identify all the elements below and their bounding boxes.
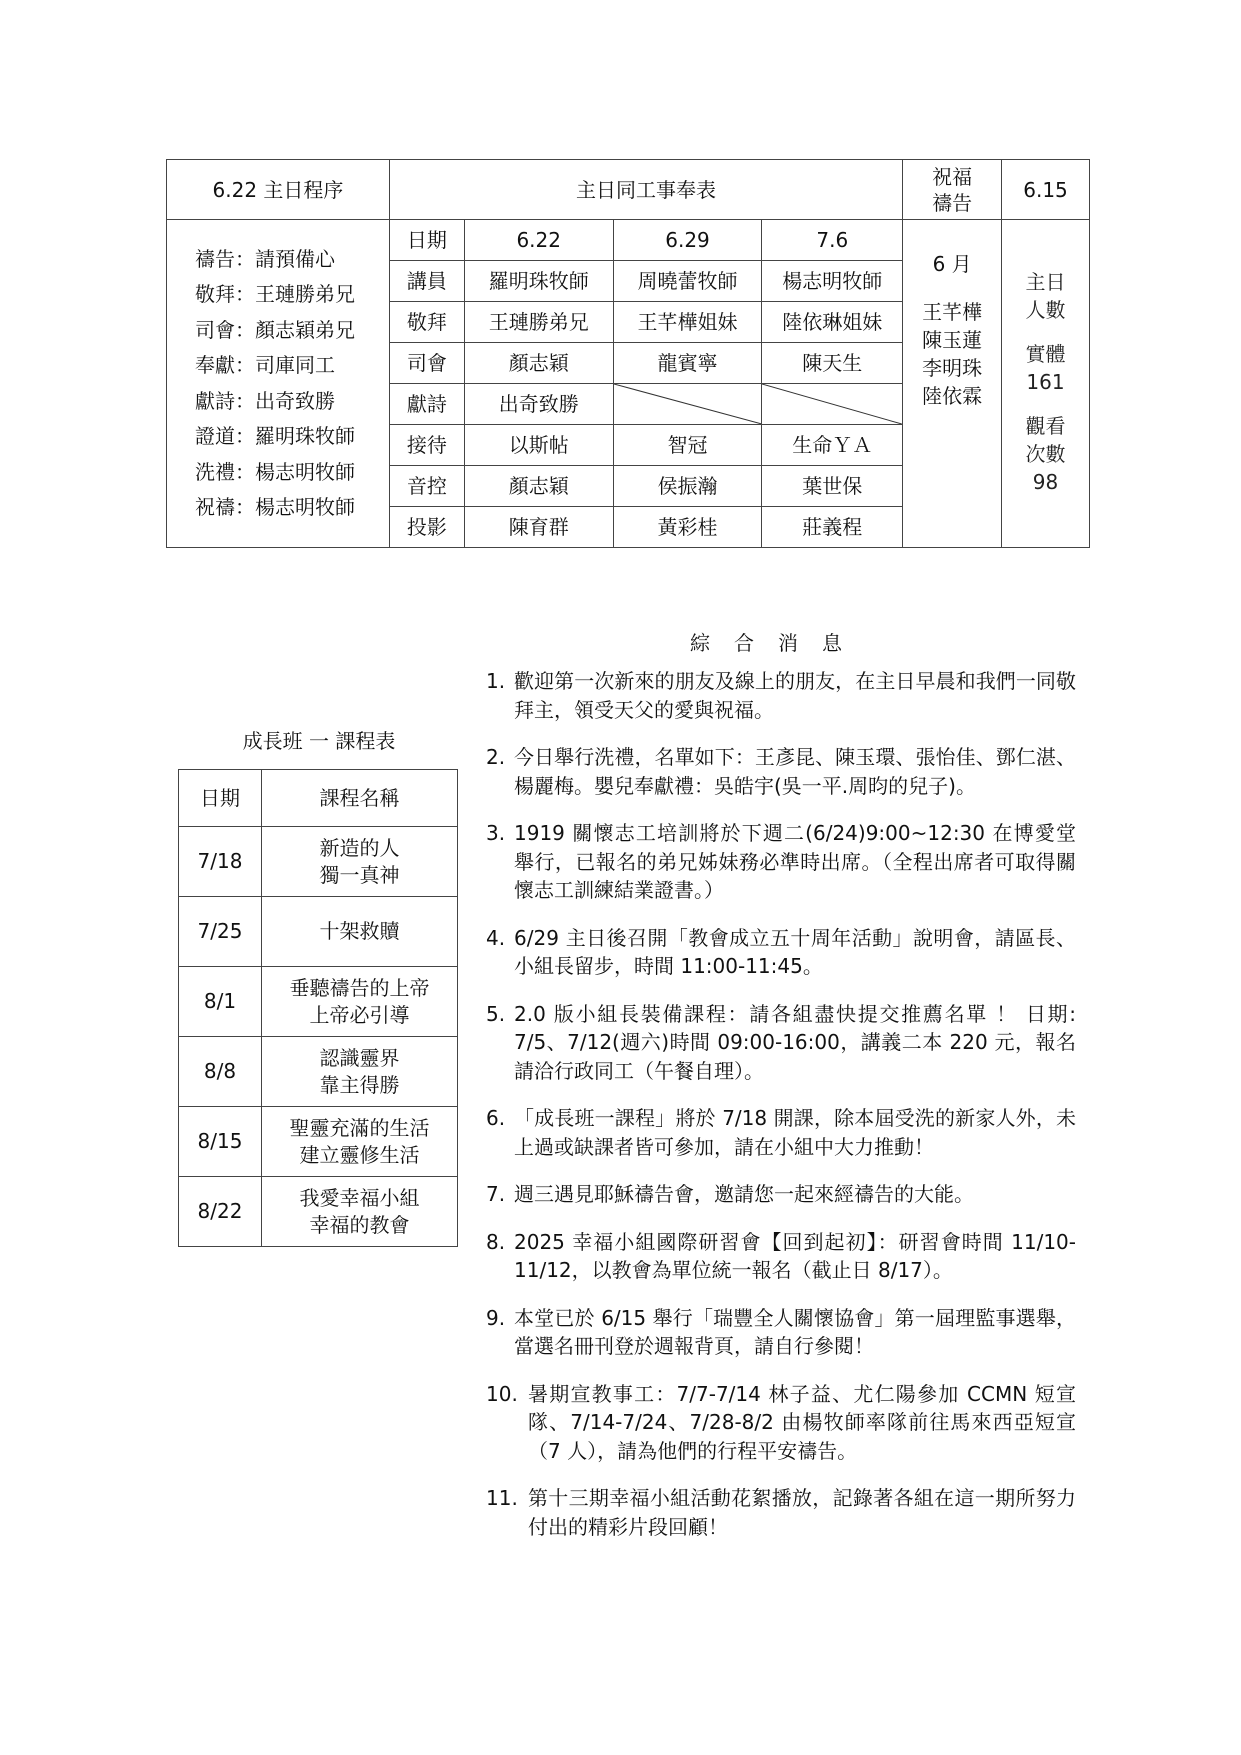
- roster-cell: 陸依琳姐妹: [762, 302, 903, 343]
- course-name: [262, 827, 458, 897]
- physical-value: 161: [1026, 370, 1065, 394]
- attendance-date: 6.15: [1002, 160, 1090, 220]
- course-date: 8/15: [179, 1107, 262, 1177]
- course-table: [178, 769, 458, 1247]
- roster-cell: 生命ＹＡ: [762, 425, 903, 466]
- course-name-line: 新造的人: [319, 835, 400, 860]
- news-number: 5.: [486, 1001, 506, 1026]
- course-name-line: 聖靈充滿的生活: [289, 1115, 430, 1140]
- news-text: 週三遇見耶穌禱告會，邀請您一起來經禱告的大能。: [514, 1182, 974, 1206]
- news-item: [486, 1380, 1076, 1466]
- course-name-line: 獨一真神: [319, 862, 400, 887]
- news-number: 6.: [486, 1106, 506, 1130]
- course-name: [262, 967, 458, 1037]
- news-number: 3.: [486, 821, 506, 845]
- prayer-name: 陳玉蓮: [922, 328, 983, 352]
- news-item: [486, 819, 1076, 905]
- news-number: 10.: [486, 1381, 518, 1406]
- prayer-title-line: 祝福: [932, 164, 973, 189]
- news-number: 1.: [486, 669, 506, 693]
- attendance-stats: [1002, 220, 1090, 548]
- program-item: 洗禮：楊志明牧師: [195, 459, 355, 484]
- course-header: 課程名稱: [262, 770, 458, 827]
- news-item: [486, 1180, 1076, 1209]
- program-item: 獻詩：出奇致勝: [195, 388, 335, 413]
- prayer-name: 李明珠: [922, 356, 983, 380]
- course-date: 8/8: [179, 1037, 262, 1107]
- program-item: 證道：羅明珠牧師: [195, 424, 355, 448]
- roster-role: 投影: [389, 507, 464, 548]
- roster-cell: 葉世保: [762, 466, 903, 507]
- news-item: [486, 924, 1076, 981]
- course-row: [179, 827, 458, 897]
- roster-date: 6.29: [613, 220, 762, 261]
- prayer-title-line: 禱告: [932, 190, 973, 215]
- roster-cell: 顏志穎: [464, 343, 613, 384]
- news-title: 綜合消息: [690, 631, 866, 655]
- roster-cell: 王璉勝弟兄: [464, 302, 613, 343]
- roster-cell: 楊志明牧師: [762, 261, 903, 302]
- news-text: 暑期宣教事工：7/7-7/14 林子益、尤仁陽參加 CCMN 短宣隊、7/14-7/24、7/28-8/2 由楊牧師率隊前往馬來西亞短宣（7 人），請為他們的行程平安禱告。: [528, 1381, 1076, 1463]
- course-name-line: 建立靈修生活: [299, 1142, 420, 1167]
- roster-role: 音控: [389, 466, 464, 507]
- news-number: 11.: [486, 1486, 518, 1510]
- news-number: 9.: [486, 1305, 506, 1330]
- course-date: 8/1: [179, 967, 262, 1037]
- program-list: [167, 220, 390, 548]
- views-value: 98: [1032, 470, 1059, 494]
- roster-date-row: [167, 220, 1090, 261]
- prayer-list: [903, 220, 1002, 548]
- sunday-attendance-label: 主日 人數: [1025, 270, 1066, 322]
- program-item: 奉獻：司庫同工: [195, 353, 335, 377]
- course-name-line: 幸福的教會: [309, 1212, 410, 1237]
- roster-role: 接待: [389, 425, 464, 466]
- news-text: 歡迎第一次新來的朋友及線上的朋友，在主日早晨和我們一同敬拜主，領受天父的愛與祝福。: [514, 669, 1076, 722]
- roster-cell: 龍賓寧: [613, 343, 762, 384]
- diagonal-line: [614, 384, 762, 424]
- roster-role: 司會: [389, 343, 464, 384]
- news-number: 7.: [486, 1182, 506, 1206]
- news-item: [486, 667, 1076, 724]
- roster-cell: 智冠: [613, 425, 762, 466]
- roster-cell: 黃彩桂: [613, 507, 762, 548]
- course-header: 日期: [179, 770, 262, 827]
- diagonal-line: [762, 384, 902, 424]
- course-date: 8/22: [179, 1177, 262, 1247]
- news-text: 1919 關懷志工培訓將於下週二(6/24)9:00~12:30 在博愛堂舉行，已報名的弟兄姊妹務必準時出席。（全程出席者可取得關懷志工訓練結業證書。）: [514, 821, 1076, 902]
- roster-title: 主日同工事奉表: [389, 160, 902, 220]
- course-date: 7/25: [179, 897, 262, 967]
- news-item: [486, 1104, 1076, 1161]
- prayer-name: 王芊樺: [922, 300, 983, 324]
- course-name-line: 上帝必引導: [309, 1002, 410, 1027]
- service-schedule-table: [166, 159, 1090, 548]
- roster-date-label: 日期: [389, 220, 464, 261]
- program-title: 6.22 主日程序: [167, 160, 390, 220]
- roster-cell: 侯振瀚: [613, 466, 762, 507]
- course-row: [179, 1107, 458, 1177]
- news-item: [486, 1484, 1076, 1541]
- course-name-line: 垂聽禱告的上帝: [289, 975, 430, 1000]
- views-label: 觀看 次數: [1025, 414, 1066, 466]
- course-name-line: 認識靈界: [319, 1045, 400, 1070]
- prayer-month: 6 月: [932, 252, 972, 276]
- course-row: [179, 897, 458, 967]
- roster-date: 7.6: [762, 220, 903, 261]
- course-row: [179, 967, 458, 1037]
- roster-cell: 以斯帖: [464, 425, 613, 466]
- empty-slash-cell: [762, 384, 903, 425]
- news-number: 4.: [486, 925, 506, 950]
- roster-role: 敬拜: [389, 302, 464, 343]
- news-number: 8.: [486, 1229, 506, 1254]
- news-item: [486, 743, 1076, 800]
- news-text: 6/29 主日後召開「教會成立五十周年活動」說明會，請區長、小組長留步，時間 11:00-11:45。: [514, 925, 1076, 978]
- roster-date: 6.22: [464, 220, 613, 261]
- news-text: 2.0 版小組長裝備課程：請各組盡快提交推薦名單 ！ 日期: 7/5、7/12(週六)時間 09:00-16:00，講義二本 220 元，報名請洽行政同工（午餐自理）。: [514, 1001, 1076, 1083]
- news-text: 今日舉行洗禮，名單如下：王彥昆、陳玉環、張怡佳、鄧仁湛、楊麗梅。嬰兒奉獻禮：吳皓宇(吳一平.周昀的兒子)。: [514, 745, 1076, 798]
- prayer-name: 陸依霖: [922, 384, 983, 408]
- course-header-row: [179, 770, 458, 827]
- prayer-title: [903, 160, 1002, 220]
- roster-cell: 周曉蕾牧師: [613, 261, 762, 302]
- roster-role: 講員: [389, 261, 464, 302]
- news-item: [486, 1304, 1076, 1361]
- course-row: [179, 1037, 458, 1107]
- program-item: 禱告：請預備心: [195, 246, 335, 271]
- course-name-line: 靠主得勝: [319, 1072, 400, 1097]
- roster-cell: 顏志穎: [464, 466, 613, 507]
- roster-cell: 王芊樺姐妹: [613, 302, 762, 343]
- course-title: 成長班 一 課程表: [242, 729, 396, 753]
- roster-cell: 陳天生: [762, 343, 903, 384]
- roster-role: 獻詩: [389, 384, 464, 425]
- course-name: 十架救贖: [262, 897, 458, 967]
- course-name: [262, 1037, 458, 1107]
- course-row: [179, 1177, 458, 1247]
- roster-cell: 陳育群: [464, 507, 613, 548]
- physical-label: 實體: [1025, 342, 1066, 366]
- roster-cell: 羅明珠牧師: [464, 261, 613, 302]
- program-item: 司會：顏志穎弟兄: [195, 317, 355, 342]
- roster-cell: 莊義程: [762, 507, 903, 548]
- program-item: 敬拜：王璉勝弟兄: [195, 282, 355, 306]
- course-name: [262, 1177, 458, 1247]
- news-item: [486, 1000, 1076, 1086]
- course-date: 7/18: [179, 827, 262, 897]
- news-text: 2025 幸福小組國際研習會【回到起初】：研習會時間 11/10-11/12，以教會為單位統一報名（截止日 8/17）。: [514, 1229, 1076, 1282]
- news-text: 本堂已於 6/15 舉行「瑞豐全人關懷協會」第一屆理監事選舉，當選名冊刊登於週報背頁，請自行參閱！: [514, 1305, 1076, 1358]
- roster-cell: 出奇致勝: [464, 384, 613, 425]
- news-list: [486, 667, 1076, 1560]
- schedule-header-row: [167, 160, 1090, 220]
- news-item: [486, 1228, 1076, 1285]
- news-text: 「成長班一課程」將於 7/18 開課，除本屆受洗的新家人外，未上過或缺課者皆可參加，請在小組中大力推動！: [514, 1106, 1076, 1159]
- course-name-line: 我愛幸福小組: [299, 1185, 420, 1210]
- news-text: 第十三期幸福小組活動花絮播放，記錄著各組在這一期所努力付出的精彩片段回顧！: [528, 1486, 1076, 1539]
- news-number: 2.: [486, 745, 506, 769]
- empty-slash-cell: [613, 384, 762, 425]
- program-item: 祝禱：楊志明牧師: [195, 495, 355, 519]
- course-name: [262, 1107, 458, 1177]
